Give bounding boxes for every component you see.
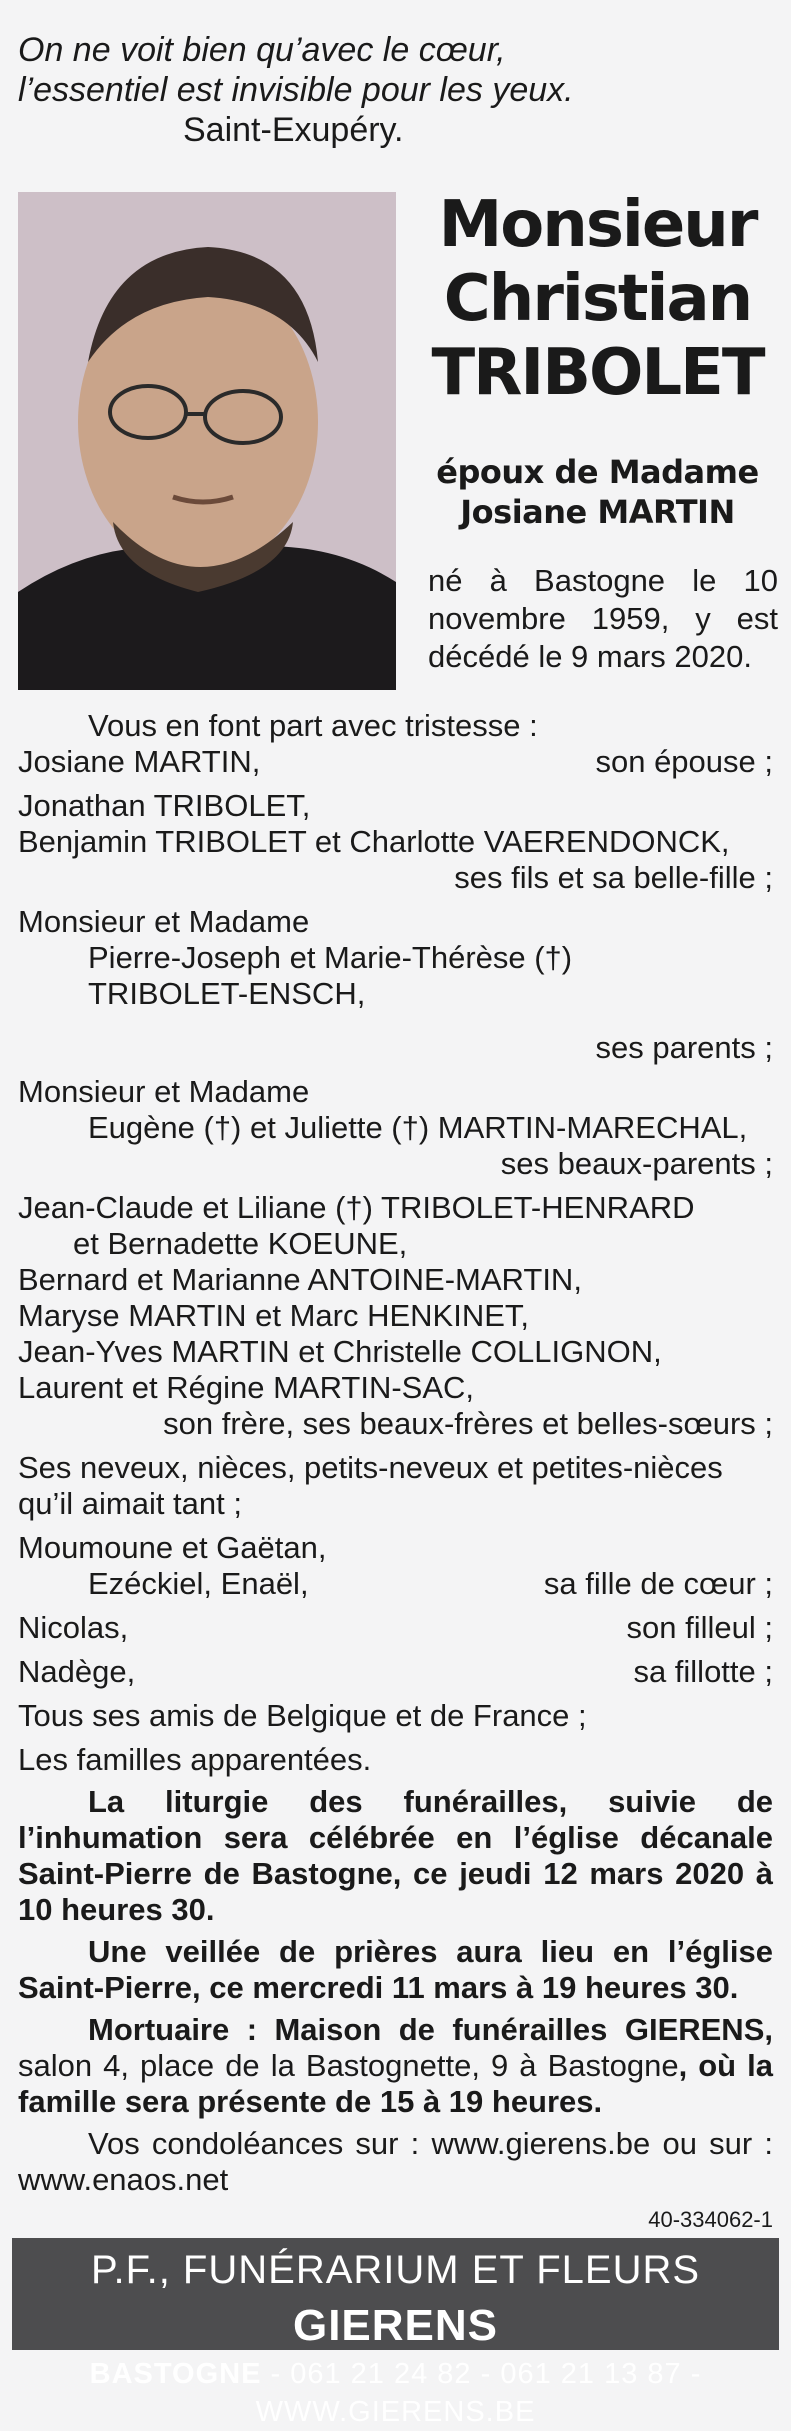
family-announcement [18, 708, 773, 2198]
funeral-home-contact [12, 2355, 779, 2431]
inlaws-line-1: Monsieur et Madame [18, 1074, 310, 1109]
liturgy-text: La liturgie des funérailles, suivie de l’inhumation sera célébrée en l’église décanale Saint-Pierre de Bastogne, ce jeudi 12 mars 2020 à 10 heures 30. [18, 1784, 773, 1927]
quote-line-1: On ne voit bien qu’avec le cœur, [18, 31, 506, 69]
vigil-info [18, 1934, 773, 2006]
inlaws-role: ses beaux-parents ; [500, 1146, 773, 1181]
siblings-line-2: et Bernadette KOEUNE, [73, 1226, 408, 1261]
liturgy-info [18, 1784, 773, 1928]
inlaws-line-2: Eugène (†) et Juliette (†) MARTIN-MARECHAL, [88, 1110, 748, 1145]
condolences-info [18, 2126, 773, 2198]
funeral-home-name [12, 2238, 779, 2355]
parents-line-2: Pierre-Joseph et Marie-Thérèse (†) [88, 940, 573, 975]
spouse-mention [420, 452, 775, 532]
spouse-line-2: Josiane MARTIN [460, 493, 735, 531]
godson-name: Nicolas, [18, 1610, 129, 1645]
quote-author: Saint-Exupéry. [183, 111, 404, 149]
deceased-first-name: Christian [443, 262, 752, 336]
goddaughter-name: Nadège, [18, 1654, 136, 1689]
mortuary-address: salon 4, place de la Bastognette, 9 à Bastogne [18, 2048, 679, 2083]
funeral-home-phones-web: - 061 21 24 82 - 061 21 13 87 - WWW.GIERENS.BE [255, 2358, 702, 2428]
siblings-line-4: Maryse MARTIN et Marc HENKINET, [18, 1298, 530, 1333]
families-line: Les familles apparentées. [18, 1742, 372, 1777]
heart-line-2: Ezéckiel, Enaël, [88, 1566, 309, 1601]
portrait-photo-illustration [18, 192, 396, 690]
vigil-text: Une veillée de prières aura lieu en l’église Saint-Pierre, ce mercredi 11 mars à 19 heures 30. [18, 1934, 773, 2005]
birth-death-info: né à Bastogne le 10 novembre 1959, y est décédé le 9 mars 2020. [428, 563, 778, 674]
mortuary-label: Mortuaire : Maison de funérailles GIERENS, [88, 2012, 773, 2047]
deceased-name [420, 188, 775, 410]
siblings-line-1: Jean-Claude et Liliane (†) TRIBOLET-HENRARD [18, 1190, 695, 1225]
parents-role: ses parents ; [595, 1030, 773, 1065]
announcement-intro: Vous en font part avec tristesse : [88, 708, 538, 743]
quote-line-2: l’essentiel est invisible pour les yeux. [18, 71, 574, 109]
sons-line-2: Benjamin TRIBOLET et Charlotte VAERENDONCK, [18, 824, 730, 859]
funeral-home-city: BASTOGNE [89, 2358, 262, 2390]
parents-line-3: TRIBOLET-ENSCH, [88, 976, 366, 1011]
nephews-line: Ses neveux, nièces, petits-neveux et petites-nièces qu’il aimait tant ; [18, 1450, 723, 1521]
reference-number: 40-334062-1 [648, 2207, 773, 2232]
deceased-title: Monsieur [438, 188, 757, 262]
godson-role: son filleul ; [626, 1610, 773, 1645]
siblings-line-5: Jean-Yves MARTIN et Christelle COLLIGNON, [18, 1334, 662, 1369]
sons-line-1: Jonathan TRIBOLET, [18, 788, 311, 823]
heart-line-1: Moumoune et Gaëtan, [18, 1530, 327, 1565]
siblings-line-3: Bernard et Marianne ANTOINE-MARTIN, [18, 1262, 582, 1297]
heart-row [18, 1566, 773, 1602]
funeral-home-banner [12, 2238, 779, 2428]
funeral-home-services: P.F., FUNÉRARIUM ET FLEURS [90, 2248, 701, 2292]
epigraph-quote [18, 30, 618, 150]
portrait-photo [18, 192, 396, 690]
deceased-last-name: TRIBOLET [431, 336, 764, 410]
condolences-text: Vos condoléances sur : www.gierens.be ou sur : www.enaos.net [18, 2126, 773, 2197]
parents-line-1: Monsieur et Madame [18, 904, 310, 939]
wife-role: son épouse ; [595, 744, 773, 779]
siblings-role: son frère, ses beaux-frères et belles-sœurs ; [163, 1406, 773, 1441]
friends-line: Tous ses amis de Belgique et de France ; [18, 1698, 587, 1733]
heart-role: sa fille de cœur ; [543, 1566, 773, 1601]
siblings-line-6: Laurent et Régine MARTIN-SAC, [18, 1370, 475, 1405]
sons-role: ses fils et sa belle-fille ; [454, 860, 773, 895]
godson-row [18, 1610, 773, 1646]
funeral-home-brand: GIERENS [292, 2301, 499, 2350]
wife-row [18, 744, 773, 780]
spouse-line-1: époux de Madame [436, 453, 759, 491]
mortuary-hours: , où la famille sera présente de 15 à 19 heures. [18, 2048, 773, 2119]
goddaughter-row [18, 1654, 773, 1690]
wife-name: Josiane MARTIN, [18, 744, 261, 779]
goddaughter-role: sa fillotte ; [633, 1654, 773, 1689]
mortuary-info [18, 2012, 773, 2120]
